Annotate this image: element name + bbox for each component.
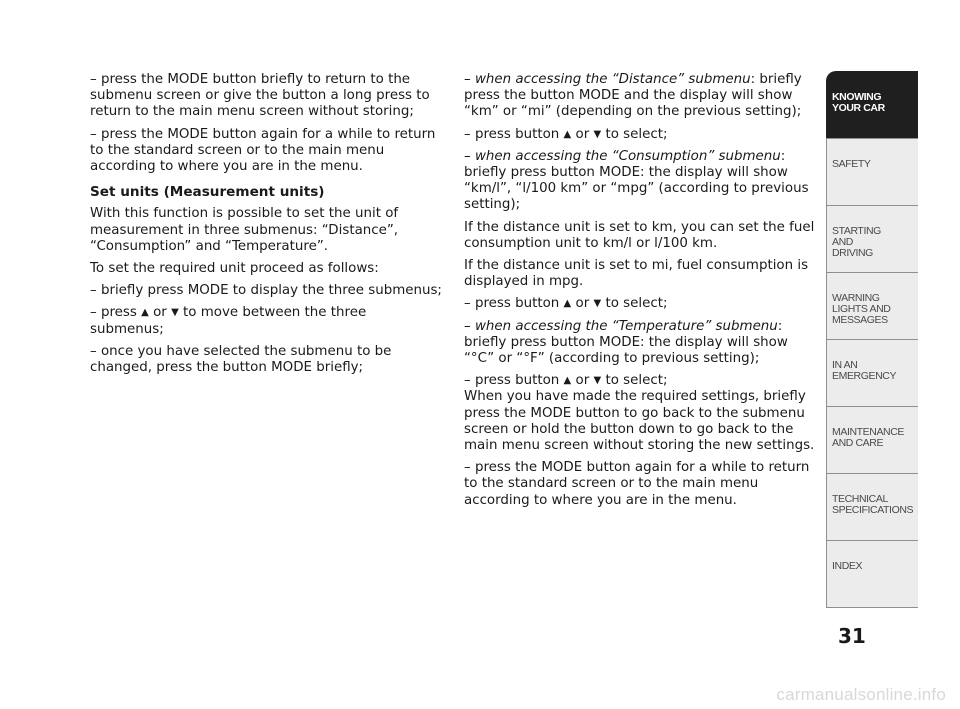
paragraph: – press the MODE button again for a while to return to the standard screen or to the main menu according to where you are in the menu. (464, 460, 810, 508)
up-arrow-icon: ▲ (563, 298, 572, 310)
paragraph (464, 296, 816, 312)
text: or (575, 373, 590, 389)
down-arrow-icon: ▼ (593, 375, 602, 387)
left-column (90, 72, 442, 382)
text: : briefly press button MODE: the display will show “°C” or “°F” (according to previous setting); (464, 318, 788, 367)
text: – press (90, 305, 137, 321)
paragraph: If the distance unit is set to mi, fuel consumption is displayed in mpg. (464, 258, 809, 290)
text: to select; (605, 373, 668, 389)
up-arrow-icon: ▲ (563, 375, 572, 387)
down-arrow-icon: ▼ (171, 307, 179, 319)
text: or (153, 305, 167, 321)
paragraph: When you have made the required settings, briefly press the MODE button to go back to the submenu screen or hold the button down to go back to the main menu screen without storing the new settings. (464, 389, 815, 454)
tab-maintenance-and-care[interactable]: MAINTENANCE AND CARE (826, 406, 918, 474)
chapter-tabs (826, 72, 918, 608)
section-heading: Set units (Measurement units) (90, 184, 325, 201)
up-arrow-icon: ▲ (141, 307, 149, 319)
text: or (575, 296, 590, 312)
tab-safety[interactable]: SAFETY (826, 138, 918, 206)
tab-knowing-your-car[interactable]: KNOWING YOUR CAR (826, 71, 918, 139)
paragraph (464, 72, 816, 121)
watermark: carmanualsonline.info (776, 685, 946, 704)
paragraph (90, 305, 442, 337)
text: – press button (464, 296, 560, 312)
tab-warning-lights-and-messages[interactable]: WARNING LIGHTS AND MESSAGES (826, 272, 918, 340)
text: – press button (464, 126, 560, 142)
paragraph (464, 373, 816, 389)
text: to move between the three submenus; (90, 305, 367, 337)
paragraph: If the distance unit is set to km, you can set the fuel consumption unit to km/l or l/100 km. (464, 219, 815, 251)
text: or (575, 126, 590, 142)
right-column (464, 72, 816, 515)
italic-text: – when accessing the “Distance” submenu (464, 72, 751, 87)
italic-text: – when accessing the “Consumption” submenu (464, 148, 781, 164)
paragraph: – briefly press MODE to display the three submenus; (90, 283, 442, 299)
tab-in-an-emergency[interactable]: IN AN EMERGENCY (826, 339, 918, 407)
text: : briefly press the button MODE and the display will show “km” or “mi” (depending on the previous setting); (464, 72, 802, 120)
text: : briefly press button MODE: the display will show “km/l”, “l/100 km” or “mpg” (according to previous setting); (464, 148, 809, 213)
paragraph: To set the required unit proceed as follows: (90, 261, 379, 277)
paragraph (464, 127, 816, 143)
text: to select; (605, 126, 668, 142)
text: – press button (464, 373, 560, 389)
paragraph: – press the MODE button again for a while to return to the standard screen or to the main menu according to where you are in the menu. (90, 126, 436, 175)
paragraph: With this function is possible to set the unit of measurement in three submenus: “Distance”, “Consumption” and “Temperature”. (90, 206, 399, 254)
up-arrow-icon: ▲ (563, 128, 572, 140)
down-arrow-icon: ▼ (593, 128, 602, 140)
paragraph: – press the MODE button briefly to return to the submenu screen or give the button a long press to return to the main menu screen without storing; (90, 72, 430, 120)
page-number: 31 (838, 624, 866, 648)
text: to select; (605, 296, 668, 312)
tab-starting-and-driving[interactable]: STARTING AND DRIVING (826, 205, 918, 273)
down-arrow-icon: ▼ (593, 298, 602, 310)
tab-index[interactable]: INDEX (826, 540, 918, 608)
paragraph (464, 149, 816, 214)
tab-technical-specifications[interactable]: TECHNICAL SPECIFICATIONS (826, 473, 918, 541)
italic-text: – when accessing the “Temperature” submenu (464, 318, 778, 334)
paragraph: – once you have selected the submenu to be changed, press the button MODE briefly; (90, 343, 392, 376)
paragraph (464, 319, 816, 368)
